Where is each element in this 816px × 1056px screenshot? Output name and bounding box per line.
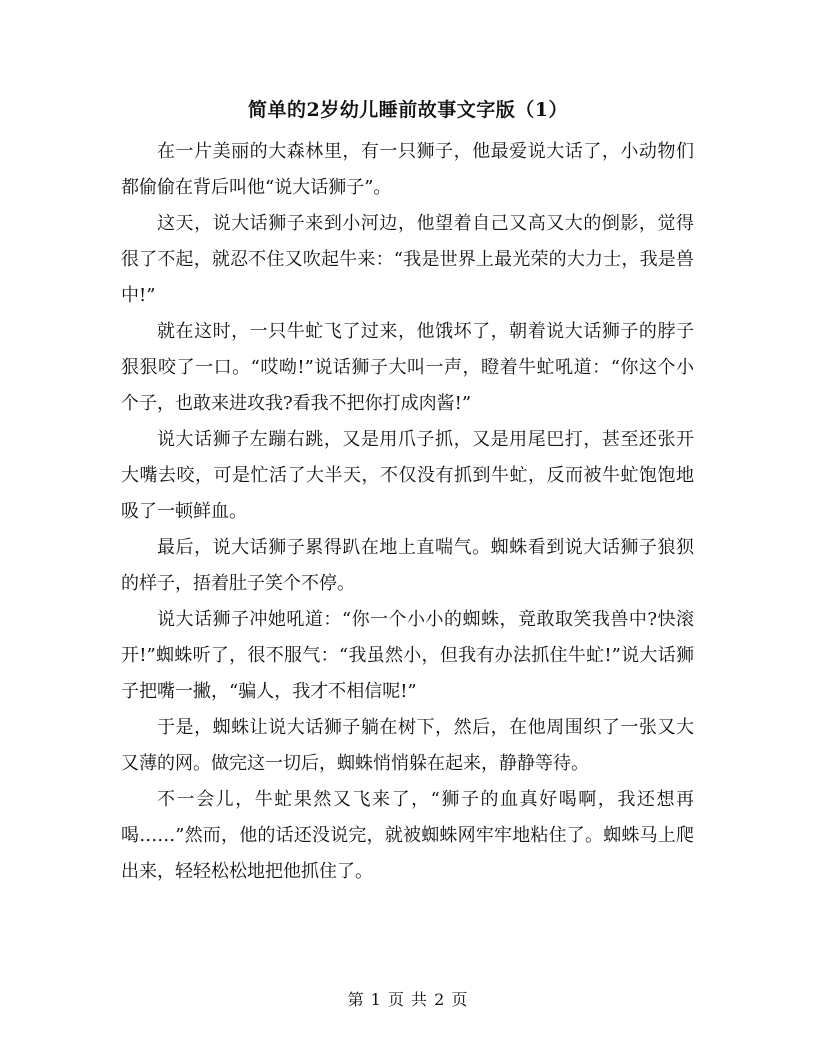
page-number-footer: 第 1 页 共 2 页 bbox=[347, 990, 469, 1009]
paragraph: 不一会儿，牛虻果然又飞来了，“狮子的血真好喝啊，我还想再喝……”然而，他的话还没说完，就被蜘蛛网牢牢地粘住了。蜘蛛马上爬出来，轻轻松松地把他抓住了。 bbox=[121, 789, 694, 882]
document-title: 简单的2岁幼儿睡前故事文字版（1） bbox=[248, 99, 568, 121]
paragraph: 说大话狮子左蹦右跳，又是用爪子抓，又是用尾巴打，甚至还张开大嘴去咬，可是忙活了大半天，不仅没有抓到牛虻，反而被牛虻饱饱地吸了一顿鲜血。 bbox=[121, 429, 694, 522]
paragraph: 这天，说大话狮子来到小河边，他望着自己又高又大的倒影，觉得很了不起，就忍不住又吹起牛来：“我是世界上最光荣的大力士，我是兽中!” bbox=[121, 213, 694, 306]
paragraph: 说大话狮子冲她吼道：“你一个小小的蜘蛛，竟敢取笑我兽中?快滚开!”蜘蛛听了，很不服气：“我虽然小，但我有办法抓住牛虻!”说大话狮子把嘴一撇，“骗人，我才不相信呢!” bbox=[121, 609, 694, 702]
paragraph: 就在这时，一只牛虻飞了过来，他饿坏了，朝着说大话狮子的脖子狠狠咬了一口。“哎呦!”说话狮子大叫一声，瞪着牛虻吼道：“你这个小个子，也敢来进攻我?看我不把你打成肉酱!” bbox=[121, 321, 694, 414]
story-body bbox=[121, 134, 694, 890]
paragraph: 在一片美丽的大森林里，有一只狮子，他最爱说大话了，小动物们都偷偷在背后叫他“说大话狮子”。 bbox=[121, 141, 694, 198]
paragraph: 最后，说大话狮子累得趴在地上直喘气。蜘蛛看到说大话狮子狼狈的样子，捂着肚子笑个不停。 bbox=[121, 537, 694, 594]
paragraph: 于是，蜘蛛让说大话狮子躺在树下，然后，在他周围织了一张又大又薄的网。做完这一切后，蜘蛛悄悄躲在起来，静静等待。 bbox=[121, 717, 694, 774]
